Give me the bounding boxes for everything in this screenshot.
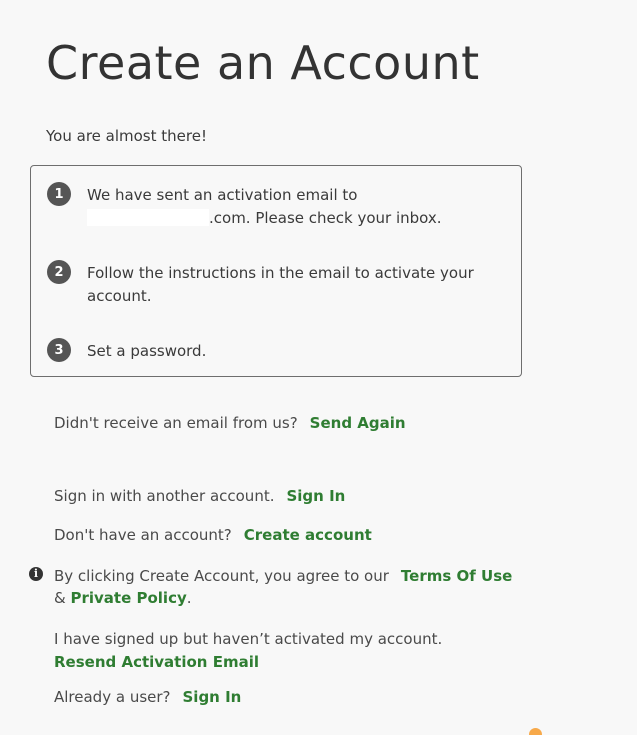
step-text: Follow the instructions in the email to activate your account.: [87, 264, 474, 305]
no-account-prompt: Don't have an account?: [54, 526, 232, 544]
steps-box: [30, 165, 522, 377]
chat-launcher-dot[interactable]: [529, 728, 542, 735]
resend-activation-email-link[interactable]: Resend Activation Email: [54, 653, 259, 671]
page-subtitle: You are almost there!: [46, 127, 207, 145]
private-policy-link[interactable]: Private Policy: [70, 589, 187, 607]
already-user-row: [54, 688, 241, 706]
terms-row-line2: [54, 589, 192, 607]
step-text: [87, 184, 507, 230]
activation-row: [54, 628, 442, 674]
step-text-before: We have sent an activation email to: [87, 186, 358, 204]
signin-other-prompt: Sign in with another account.: [54, 487, 275, 505]
terms-prompt: By clicking Create Account, you agree to our: [54, 567, 389, 585]
terms-ampersand: &: [54, 589, 66, 607]
terms-of-use-link[interactable]: Terms Of Use: [400, 567, 513, 585]
create-account-link[interactable]: Create account: [243, 526, 372, 544]
signin-other-row: [54, 487, 345, 505]
activation-prompt: I have signed up but haven’t activated my account.: [54, 630, 443, 648]
step-text-after: .com. Please check your inbox.: [209, 209, 442, 227]
step-text: Set a password.: [87, 342, 207, 360]
sign-in-link[interactable]: Sign In: [286, 487, 346, 505]
no-account-row: [54, 526, 372, 544]
resend-prompt: Didn't receive an email from us?: [54, 414, 298, 432]
step-number-badge: 3: [47, 338, 71, 362]
redacted-email: [87, 209, 209, 226]
step-number-badge: 1: [47, 182, 71, 206]
resend-row: [54, 414, 406, 432]
terms-period: .: [186, 589, 192, 607]
terms-row: [54, 565, 512, 588]
already-user-prompt: Already a user?: [54, 688, 171, 706]
info-icon: i: [29, 567, 43, 581]
step-number-badge: 2: [47, 260, 71, 284]
send-again-link[interactable]: Send Again: [309, 414, 406, 432]
page-title: Create an Account: [46, 36, 480, 90]
already-sign-in-link[interactable]: Sign In: [182, 688, 242, 706]
